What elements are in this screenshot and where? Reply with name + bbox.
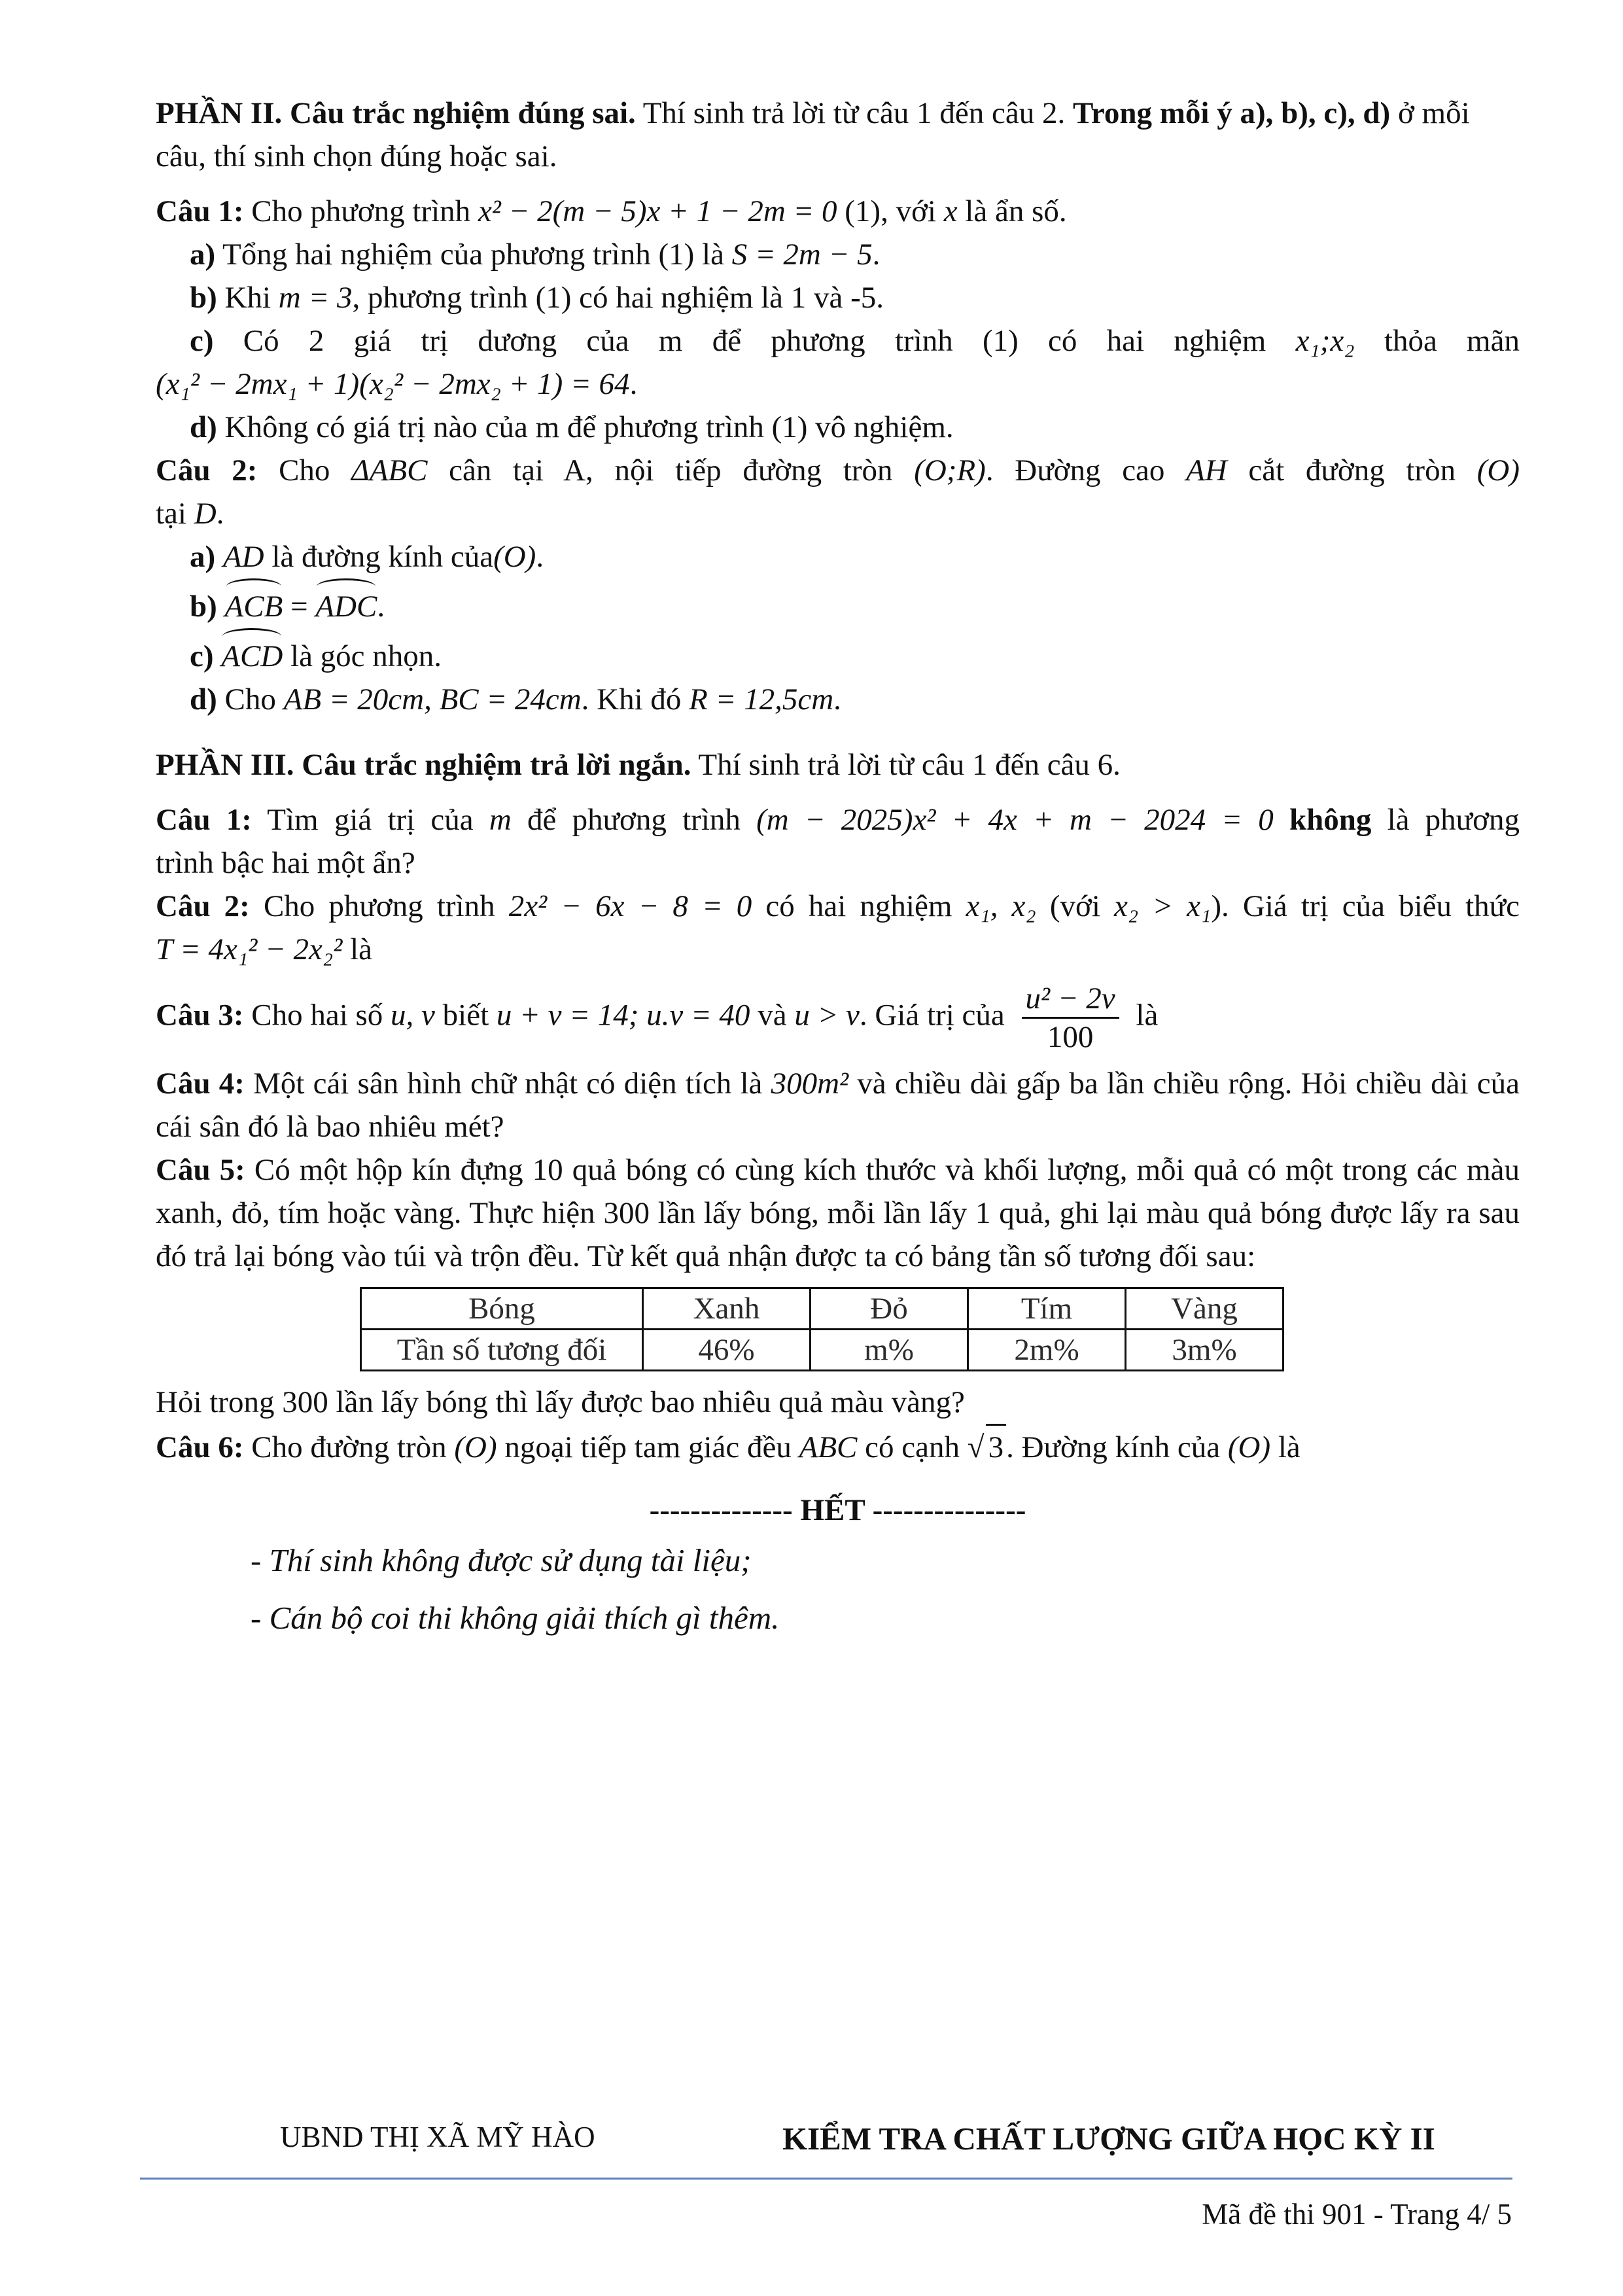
table-cell: Đỏ [811, 1288, 968, 1330]
part2-q2-d: d) Cho AB = 20cm, BC = 24cm. Khi đó R = 12,5cm. [190, 682, 841, 716]
part3-q4: Câu 4: Một cái sân hình chữ nhật có diện tích là 300m² và chiều dài gấp ba lần chiều rộng. Hỏi chiều dài của cái sân đó là bao nhiêu mét? [156, 1067, 1520, 1144]
footer-authority: UBND THỊ XÃ MỸ HÀO [280, 2121, 595, 2153]
table-cell: m% [811, 1330, 968, 1371]
table-cell: Bóng [361, 1288, 643, 1330]
part3-q3: Câu 3: Cho hai số u, v biết u + v = 14; u.v = 40 và u > v. Giá trị của $\frac{\text{u² − 2v}}{100}$ là [156, 981, 1159, 1054]
footer-exam-title: KIỂM TRA CHẤT LƯỢNG GIỮA HỌC KỲ II [782, 2121, 1435, 2157]
part3-q1: Câu 1: Tìm giá trị của m để phương trình (m − 2025)x² + 4x + m − 2024 = 0 không là phương [156, 803, 1520, 837]
footer-divider [140, 2178, 1512, 2180]
table-cell: Xanh [643, 1288, 811, 1330]
part2-q1-c-condition: (x₁² − 2mx₁ + 1)(x₂² − 2mx₂ + 1) = 64. [156, 367, 638, 401]
part2-q1-d: d) Không có giá trị nào của m để phương trình (1) vô nghiệm. [190, 410, 954, 444]
part2-q1-c: c) Có 2 giá trị dương của m để phương trình (1) có hai nghiệm x₁;x₂ thỏa mãn [190, 324, 1520, 358]
part3-heading: PHẦN III. Câu trắc nghiệm trả lời ngắn. [156, 748, 691, 782]
sqrt-symbol: √ [967, 1430, 985, 1464]
note-2: - Cán bộ coi thi không giải thích gì thêm. [251, 1600, 780, 1636]
part2-q1: Câu 1: Cho phương trình x² − 2(m − 5)x + 1 − 2m = 0 (1), với x là ẩn số. [156, 194, 1067, 228]
sqrt-radicand: 3 [986, 1424, 1007, 1469]
part3-intro: PHẦN III. Câu trắc nghiệm trả lời ngắn. Thí sinh trả lời từ câu 1 đến câu 6. [156, 748, 1121, 782]
part2-q2: Câu 2: Cho ΔABC cân tại A, nội tiếp đường tròn (O;R). Đường cao AH cắt đường tròn (O) [156, 453, 1520, 487]
part2-heading: PHẦN II. Câu trắc nghiệm đúng sai. [156, 96, 636, 130]
table-cell: 2m% [968, 1330, 1126, 1371]
fraction-denominator: 100 [1047, 1020, 1094, 1054]
part2-q2-a: a) AD là đường kính của(O). [190, 540, 544, 574]
frequency-table [360, 1287, 1284, 1371]
part3-q6: Câu 6: Cho đường tròn (O) ngoại tiếp tam giác đều ABC có cạnh √ 3. Đường kính của (O) là [156, 1424, 1520, 1469]
table-row [361, 1330, 1283, 1371]
table-cell: Vàng [1126, 1288, 1283, 1330]
table-cell: 3m% [1126, 1330, 1283, 1371]
part2-q2-cont: tại D. [156, 497, 224, 531]
fraction [1022, 980, 1119, 1055]
table-cell: 46% [643, 1330, 811, 1371]
table-cell: Tần số tương đối [361, 1330, 643, 1371]
part2-q1-a: a) Tổng hai nghiệm của phương trình (1) là S = 2m − 5. [190, 238, 881, 272]
part2-q2-b: b) ACB = ADC. [156, 578, 1520, 628]
table-cell: Tím [968, 1288, 1126, 1330]
part2-q2-c: c) ACD là góc nhọn. [156, 628, 1520, 678]
part3-q2-cont: T = 4x₁² − 2x₂² là [156, 932, 372, 966]
part2-intro: PHẦN II. Câu trắc nghiệm đúng sai. Thí sinh trả lời từ câu 1 đến câu 2. Trong mỗi ý a), b), c), d) ở mỗi câu, thí sinh chọn đúng hoặc sai. [156, 96, 1470, 173]
exam-content [156, 92, 1520, 1647]
arc-acb: ACB [225, 578, 283, 628]
end-marker: -------------- HẾT --------------- [649, 1493, 1026, 1527]
part3-q5-question: Hỏi trong 300 lần lấy bóng thì lấy được bao nhiêu quả màu vàng? [156, 1385, 965, 1419]
part2-q1-b: b) Khi m = 3, phương trình (1) có hai nghiệm là 1 và -5. [190, 281, 884, 315]
part3-q2: Câu 2: Cho phương trình 2x² − 6x − 8 = 0 có hai nghiệm x₁, x₂ (với x₂ > x₁). Giá trị của biểu thức [156, 889, 1520, 923]
table-row [361, 1288, 1283, 1330]
arc-acd: ACD [221, 628, 283, 678]
footer-page-number: Mã đề thi 901 - Trang 4/ 5 [1202, 2198, 1512, 2231]
fraction-numerator: u² − 2v [1022, 980, 1119, 1019]
arc-adc: ADC [315, 578, 377, 628]
part3-q1-cont: trình bậc hai một ẩn? [156, 846, 415, 880]
part3-q5: Câu 5: Có một hộp kín đựng 10 quả bóng có cùng kích thước và khối lượng, mỗi quả có một trong các màu xanh, đỏ, tím hoặc vàng. Thực hiện 300 lần lấy bóng, mỗi lần lấy 1 quả, ghi lại màu quả bóng được lấy ra sau đó trả lại bóng vào túi và trộn đều. Từ kết quả nhận được ta có bảng tần số tương đối sau: [156, 1153, 1520, 1273]
note-1: - Thí sinh không được sử dụng tài liệu; [251, 1542, 752, 1578]
